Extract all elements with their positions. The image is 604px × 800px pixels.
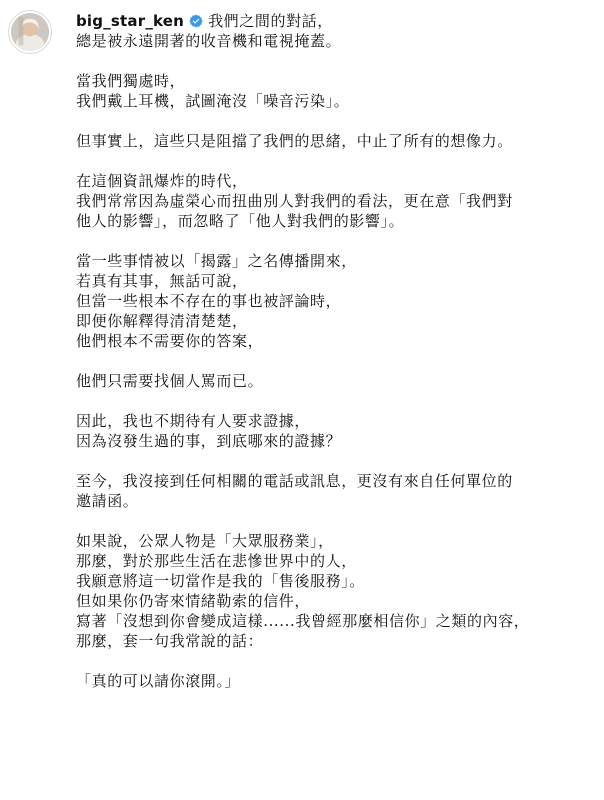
caption-paragraph [76,131,596,151]
caption-line: 但當一些根本不存在的事也被評論時， [76,292,342,310]
caption-line: 我願意將這一切當作是我的「售後服務」。 [76,572,365,590]
caption-line: 因為沒發生過的事，到底哪來的證據？ [76,432,342,450]
caption-line: 即便你解釋得清清楚楚， [76,312,248,330]
caption-line: 在這個資訊爆炸的時代， [76,172,248,190]
caption-first-line: 我們之間的對話， [208,12,333,30]
caption-header [76,11,596,31]
caption-line: 至今，我沒接到任何相關的電話或訊息，更沒有來自任何單位的 [76,472,513,490]
caption-paragraph [76,71,596,111]
caption-paragraph [76,471,596,511]
caption-line: 總是被永遠開著的收音機和電視掩蓋。 [76,32,342,50]
username-link[interactable]: big_star_ken [76,12,185,30]
caption-line: 我們常常因為虛榮心而扭曲別人對我們的看法，更在意「我們對 [76,192,513,210]
caption-line: 他們只需要找個人罵而已。 [76,372,264,390]
caption-line: 因此，我也不期待有人要求證據， [76,412,311,430]
avatar[interactable] [8,10,52,54]
caption-paragraph [76,411,596,451]
caption-line: 他們根本不需要你的答案， [76,332,264,350]
caption-line: 我們戴上耳機，試圖淹沒「噪音污染」。 [76,92,350,110]
caption-line: 邀請函。 [76,492,139,510]
caption-paragraph [76,531,596,651]
caption-line: 寫著「沒想到你會變成這樣......我曾經那麼相信你」之類的內容， [76,612,530,630]
verified-badge-icon [189,14,203,28]
caption-line: 那麼，對於那些生活在悲慘世界中的人， [76,552,357,570]
caption-paragraph [76,31,596,51]
caption-line: 那麼，套一句我常說的話： [76,632,264,650]
caption-line: 若真有其事，無話可說， [76,272,248,290]
caption [76,11,596,711]
caption-line: 「真的可以請你滾開。」 [76,672,241,690]
caption-paragraph [76,171,596,231]
caption-paragraph [76,251,596,351]
caption-line: 當一些事情被以「揭露」之名傳播開來， [76,252,357,270]
caption-line: 如果說，公眾人物是「大眾服務業」， [76,532,334,550]
caption-line: 但事實上，這些只是阻擋了我們的思緒，中止了所有的想像力。 [76,132,513,150]
caption-paragraph [76,371,596,391]
avatar-image [11,13,49,51]
caption-line: 但如果你仍寄來情緒勒索的信件， [76,592,311,610]
caption-line: 他人的影響」，而忽略了「他人對我們的影響」。 [76,212,405,230]
caption-line: 當我們獨處時， [76,72,186,90]
caption-paragraph [76,671,596,691]
